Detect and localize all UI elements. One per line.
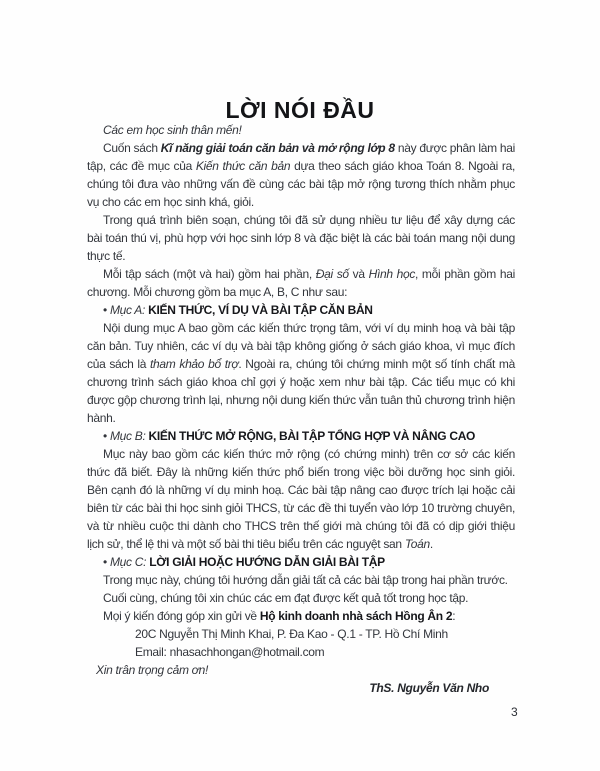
paragraph-muc-c-run: Trong mục này, chúng tôi hướng dẫn giải tất cả các bài tập trong hai phần trước. [103, 573, 508, 587]
paragraph-muc-b-run: Mục này bao gồm các kiến thức mở rộng (có chứng minh) trên cơ sở các kiến thức đã biết. Đây là những kiến thức phổ biến trong việc bồi dưỡng học sinh giỏi. Bên cạnh đó là những ví dụ minh hoạ. Các bài tập nâng cao được trích lại hoặc cải biên từ các bài thi học sinh giỏi THCS, từ các đề thi tuyển vào lớp 10 trường chuyên, và từ nhiều cuộc thi dành cho THCS trên thế giới mà chúng tôi đã có dịp giới thiệu lịch sử, thể lệ thi và một số bài thi tiêu biểu trên các nguyệt san [87, 447, 515, 551]
heading-muc-b-run: Mục B: [109, 429, 146, 443]
closing-line-run: Xin trân trọng cảm ơn! [96, 663, 209, 677]
paragraph-muc-b [87, 445, 515, 553]
heading-muc-b-run: • [103, 429, 110, 443]
paragraph-sources [87, 211, 515, 265]
paragraph-structure-run: Đại số [315, 267, 349, 281]
paragraph-muc-a [87, 319, 515, 427]
paragraph-structure-run: Mỗi tập sách (một và hai) gồm hai phần, [103, 267, 316, 281]
paragraph-structure-run: Hình học [368, 267, 416, 281]
paragraph-intro-run: này được phân làm hai tập, các đề mục của [87, 141, 515, 173]
signature [87, 679, 515, 697]
heading-muc-c [87, 553, 515, 571]
paragraph-intro [87, 139, 515, 211]
paragraph-muc-c [87, 571, 515, 589]
heading-muc-a-run: • [103, 303, 110, 317]
address-line-run: 20C Nguyễn Thị Minh Khai, P. Đa Kao - Q.1 - TP. Hồ Chí Minh [135, 627, 448, 641]
heading-muc-a-run: KIẾN THỨC, VÍ DỤ VÀ BÀI TẬP CĂN BẢN [148, 303, 373, 317]
page-number: 3 [511, 705, 518, 719]
page-title: LỜI NÓI ĐẦU [225, 97, 375, 124]
heading-muc-b [87, 427, 515, 445]
paragraph-intro-run: Kĩ năng giải toán căn bản và mở rộng lớp 8 [160, 141, 395, 155]
paragraph-feedback [87, 607, 515, 625]
paragraph-intro-run: dựa theo sách giáo khoa Toán 8. Ngoài ra, chúng tôi đưa vào những vấn đề cùng các bài tập mở rộng tương thích nhằm phục vụ cho các em học sinh khá, giỏi. [87, 159, 515, 209]
paragraph-structure-run: , mỗi phần gồm hai chương. Mỗi chương gồm ba mục A, B, C như sau: [87, 267, 515, 299]
paragraph-intro-run: Kiến thức căn bản [195, 159, 291, 173]
heading-muc-c-run: • [103, 555, 110, 569]
closing-line [87, 661, 515, 679]
heading-muc-b-run: KIẾN THỨC MỞ RỘNG, BÀI TẬP TỔNG HỢP VÀ NÂNG CAO [148, 429, 476, 443]
email-line-run: Email: nhasachhongan@hotmail.com [135, 645, 325, 659]
heading-muc-a [87, 301, 515, 319]
paragraph-intro-run: Cuốn sách [103, 141, 161, 155]
paragraph-muc-b-run: . [429, 537, 433, 551]
salutation-run: Các em học sinh thân mến! [103, 123, 242, 137]
paragraph-muc-a-run: . Ngoài ra, chúng tôi chứng minh một số tính chất mà chương trình sách giáo khoa chỉ gợi ý hoặc xem như bài tập. Các tiểu mục có khi được gộp chương trình lại, nhưng nội dung kiến thức vẫn tuân thủ chương trình hiện hành. [87, 357, 515, 425]
paragraph-muc-b-run: Toán [404, 537, 430, 551]
heading-muc-c-run: LỜI GIẢI HOẶC HƯỚNG DẪN GIẢI BÀI TẬP [149, 555, 385, 569]
paragraph-feedback-run: Mọi ý kiến đóng góp xin gửi về [103, 609, 260, 623]
paragraph-muc-a-run: Nội dung mục A bao gồm các kiến thức trọng tâm, với ví dụ minh hoạ và bài tập căn bản. Tuy nhiên, các ví dụ và bài tập không giống ở sách giáo khoa, vì mục đích của sách là [87, 321, 515, 371]
document-body [87, 121, 515, 697]
paragraph-wishes-run: Cuối cùng, chúng tôi xin chúc các em đạt được kết quả tốt trong học tập. [103, 591, 469, 605]
paragraph-wishes [87, 589, 515, 607]
paragraph-feedback-run: Hộ kinh doanh nhà sách Hồng Ân 2 [259, 609, 453, 623]
paragraph-structure-run: và [348, 267, 369, 281]
heading-muc-a-run: Mục A: [109, 303, 146, 317]
paragraph-sources-run: Trong quá trình biên soạn, chúng tôi đã sử dụng nhiều tư liệu để xây dựng các bài toán thú vị, phù hợp với học sinh lớp 8 và đặc biệt là các bài toán mang nội dung thực tế. [87, 213, 515, 263]
paragraph-muc-a-run: tham khảo bổ trợ [150, 357, 239, 371]
signature-run: ThS. Nguyễn Văn Nho [369, 681, 489, 695]
email-line [87, 643, 515, 661]
salutation [87, 121, 515, 139]
heading-muc-c-run: Mục C: [109, 555, 147, 569]
address-line [87, 625, 515, 643]
paragraph-structure [87, 265, 515, 301]
paragraph-feedback-run: : [452, 609, 456, 623]
